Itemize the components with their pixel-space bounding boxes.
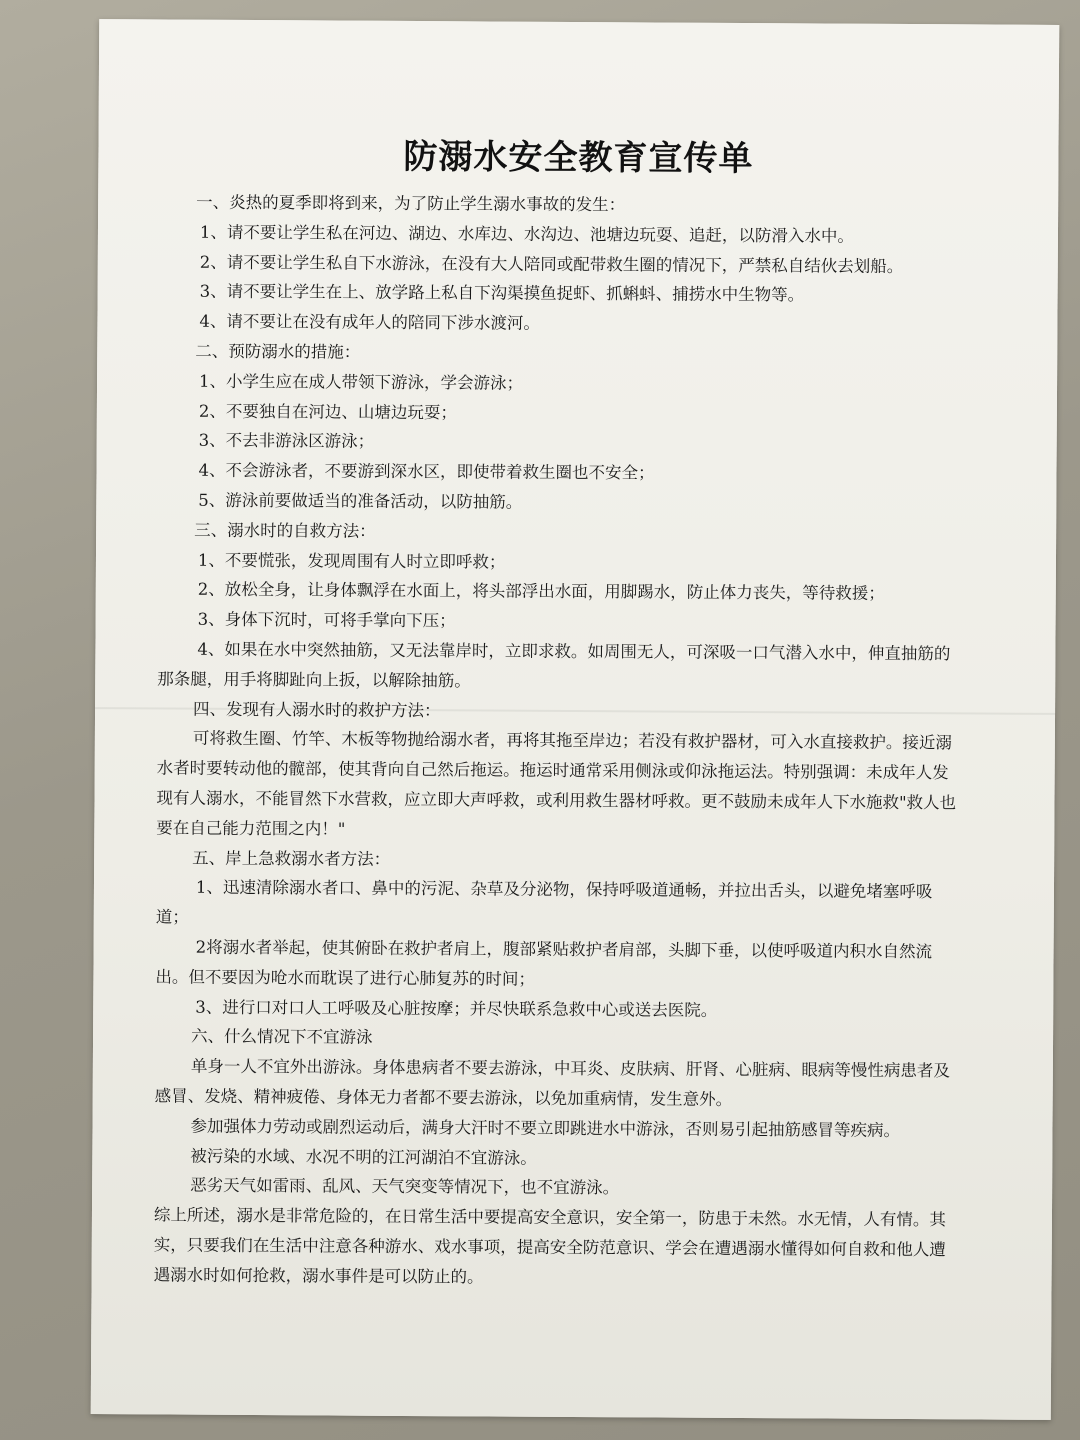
section-5-item-2: 2将溺水者举起，使其俯卧在救护者肩上，腹部紧贴救护者肩部，头脚下垂，以使呼吸道内积水自然流出。但不要因为呛水而耽误了进行心肺复苏的时间；	[155, 937, 933, 989]
section-2-item-5: 5、游泳前要做适当的准备活动，以防抽筋。	[198, 490, 523, 512]
section-heading-3: 三、溺水时的自救方法：	[194, 520, 376, 541]
section-6-paragraph-4: 恶劣天气如雷雨、乱风、天气突变等情况下，也不宜游泳。	[190, 1175, 620, 1198]
section-3-item-2: 2、放松全身，让身体飘浮在水面上，将头部浮出水面，用脚踢水，防止体力丧失，等待救援；	[197, 580, 885, 604]
document-body	[154, 187, 961, 1294]
section-5-item-1: 1、迅速清除溺水者口、鼻中的污泥、杂草及分泌物，保持呼吸道通畅，并拉出舌头，以避免堵塞呼吸道；	[155, 878, 933, 927]
document-title: 防溺水安全教育宣传单	[403, 136, 754, 180]
section-heading-6: 六、什么情况下不宜游泳	[190, 1026, 373, 1048]
flyer-paper	[91, 19, 1060, 1420]
section-5-item-3: 3、进行口对口人工呼吸及心脏按摩；并尽快联系急救中心或送去医院。	[195, 997, 718, 1020]
section-3-item-4: 4、如果在水中突然抽筋，又无法靠岸时，立即求救。如周围无人，可深吸一口气潜入水中，伸直抽筋的那条腿，用手将脚趾向上扳，以解除抽筋。	[157, 639, 951, 691]
section-4-paragraph: 可将救生圈、竹竿、木板等物抛给溺水者，再将其拖至岸边；若没有救护器材，可入水直接救护。接近溺水者时要转动他的髋部，使其背向自己然后拖运。拖运时通常采用侧泳或仰泳拖运法。特别强调：未成年人发现有人溺水，不能冒然下水营救，应立即大声呼救，或利用救生器材呼救。更不鼓励未成年人下水施救"救人也要在自己能力范围之内！"	[156, 729, 957, 839]
section-1-item-4: 4、请不要让在没有成年人的陪同下涉水渡河。	[199, 311, 540, 333]
section-2-item-3: 3、不去非游泳区游泳；	[198, 431, 375, 452]
section-3-item-3: 3、身体下沉时，可将手掌向下压；	[197, 609, 456, 631]
section-heading-4: 四、发现有人溺水时的救护方法：	[193, 699, 441, 720]
section-2-item-4: 4、不会游泳者，不要游到深水区，即使带着救生圈也不安全；	[198, 460, 655, 483]
section-1-item-3: 3、请不要让学生在上、放学路上私自下沟渠摸鱼捉虾、抓蝌蚪、捕捞水中生物等。	[199, 282, 805, 305]
section-6-paragraph-2: 参加强体力劳动或剧烈运动后，满身大汗时不要立即跳进水中游泳，否则易引起抽筋感冒等疾病。	[190, 1116, 901, 1140]
section-6-paragraph-3: 被污染的水域、水况不明的江河湖泊不宜游泳。	[190, 1146, 537, 1168]
section-2-item-2: 2、不要独自在河边、山塘边玩耍；	[198, 401, 457, 422]
section-3-item-1: 1、不要慌张，发现周围有人时立即呼救；	[197, 550, 506, 572]
section-6-paragraph-1: 单身一人不宜外出游泳。身体患病者不要去游泳，中耳炎、皮肤病、肝肾、心脏病、眼病等慢性病患者及感冒、发烧、精神疲倦、身体无力者都不要去游泳，以免加重病情，发生意外。	[154, 1056, 950, 1109]
section-heading-1: 一、炎热的夏季即将到来，为了防止学生溺水事故的发生：	[196, 192, 626, 215]
section-heading-2: 二、预防溺水的措施：	[195, 341, 361, 362]
section-1-item-2: 2、请不要让学生私自下水游泳，在没有大人陪同或配带救生圈的情况下，严禁私自结伙去划船。	[199, 252, 904, 276]
section-heading-5: 五、岸上急救溺水者方法：	[192, 848, 391, 869]
summary-paragraph: 综上所述，溺水是非常危险的，在日常生活中要提高安全意识，安全第一，防患于未然。水无情，人有情。其实，只要我们在生活中注意各种游水、戏水事项，提高安全防范意识、学会在遭遇溺水懂得如何自救和他人遭遇溺水时如何抢救，溺水事件是可以防止的。	[153, 1205, 947, 1287]
section-1-item-1: 1、请不要让学生私在河边、湖边、水库边、水沟边、池塘边玩耍、追赶，以防滑入水中。	[199, 222, 855, 246]
section-2-item-1: 1、小学生应在成人带领下游泳，学会游泳；	[199, 371, 524, 393]
